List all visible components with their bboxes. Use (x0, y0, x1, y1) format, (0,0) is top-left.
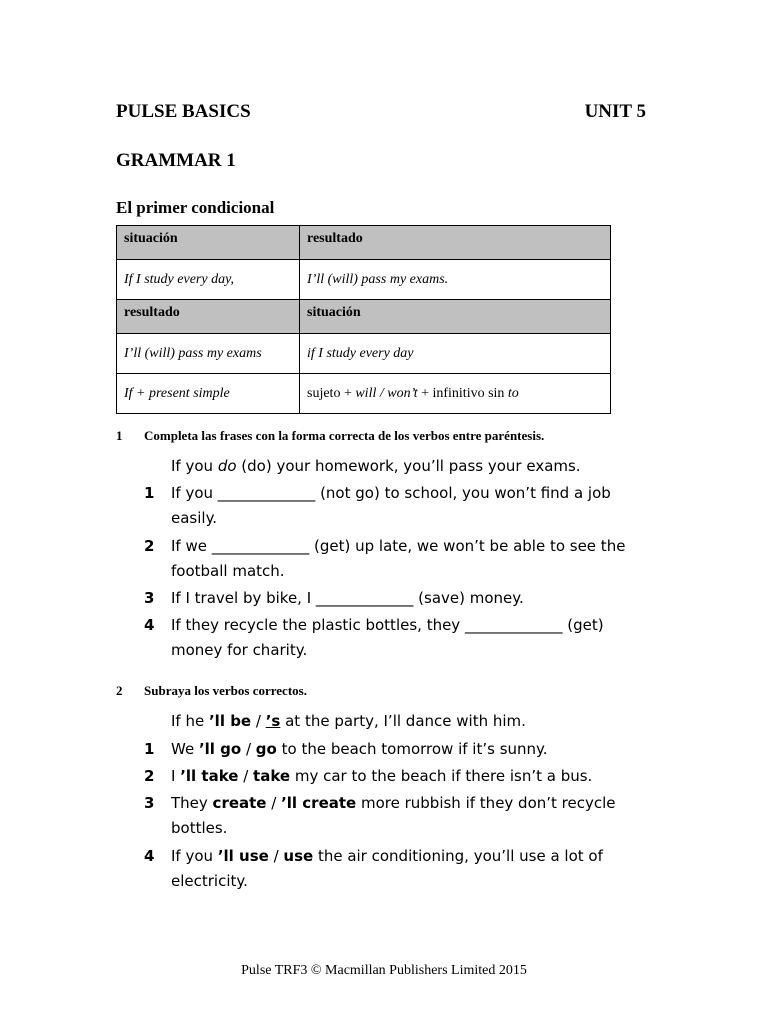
example-sentence (171, 709, 661, 734)
text-run: / (241, 740, 256, 758)
list-item (171, 481, 661, 531)
sentence-line: electricity. (171, 872, 248, 890)
item-number: 3 (144, 589, 155, 607)
instruction-text: Subraya los verbos correctos. (144, 683, 307, 698)
table-cell: If + present simple (117, 374, 300, 414)
verb-option: ’ll take (180, 767, 239, 785)
text-run: I (171, 767, 181, 785)
verb-option: take (253, 767, 291, 785)
table-cell: situación (117, 226, 300, 260)
sentence-line: If I travel by bike, I _____________ (save) money. (171, 589, 524, 607)
text-run: / (238, 767, 254, 785)
table-cell: I’ll (will) pass my exams. (300, 260, 611, 300)
list-item (171, 737, 661, 762)
list-item (171, 764, 661, 789)
text-run: / (251, 712, 266, 730)
topic-title: El primer condicional (116, 198, 275, 217)
sentence-line: If they recycle the plastic bottles, they _____________ (get) (171, 616, 604, 634)
book-title: PULSE BASICS (116, 101, 251, 122)
conditional-table (116, 225, 611, 414)
text-run: do (217, 457, 237, 475)
text-run: the air conditioning, you’ll use a lot of (313, 847, 603, 865)
text-run: ’ll be (208, 712, 252, 730)
list-item (171, 534, 661, 584)
verb-option: ’ll go (198, 740, 242, 758)
text-run: sujeto + (307, 385, 356, 401)
text-run: (do) your homework, you’ll pass your exams. (236, 457, 581, 475)
list-item (171, 613, 661, 663)
copyright-footer: Pulse TRF3 © Macmillan Publishers Limited 2015 (241, 963, 527, 978)
text-run: We (171, 740, 199, 758)
exercise-number: 2 (116, 683, 123, 698)
text-run: to (507, 385, 519, 401)
item-number: 2 (144, 767, 155, 785)
item-number: 3 (144, 794, 155, 812)
table-row (117, 300, 611, 334)
sentence-line: easily. (171, 509, 218, 527)
exercise-1-instruction (116, 428, 544, 444)
exercise-2-instruction (116, 683, 307, 699)
sentence-line (171, 844, 661, 869)
underlined-answer: ’s (265, 712, 281, 730)
instruction-text: Completa las frases con la forma correcta de los verbos entre paréntesis. (144, 428, 545, 443)
sentence-line (171, 791, 661, 816)
sentence-line: If you _____________ (not go) to school, you won’t find a job (171, 484, 611, 502)
section-title: GRAMMAR 1 (116, 150, 236, 171)
sentence-line: money for charity. (171, 641, 308, 659)
sentence-line: bottles. (171, 819, 228, 837)
verb-option: go (255, 740, 277, 758)
item-number: 2 (144, 537, 155, 555)
text-run: to the beach tomorrow if it’s sunny. (276, 740, 548, 758)
item-number: 1 (144, 484, 155, 502)
table-row (117, 334, 611, 374)
table-cell: if I study every day (300, 334, 611, 374)
text-run: If he (171, 712, 209, 730)
verb-option: ’ll use (217, 847, 269, 865)
example-sentence (171, 454, 661, 479)
verb-option: use (283, 847, 314, 865)
text-run: If you (171, 847, 218, 865)
list-item (171, 844, 661, 894)
list-item (171, 791, 661, 841)
text-run: my car to the beach if there isn’t a bus. (290, 767, 593, 785)
item-number: 1 (144, 740, 155, 758)
sentence-line: football match. (171, 562, 285, 580)
text-run: / (266, 794, 282, 812)
unit-label: UNIT 5 (584, 101, 646, 122)
sentence-line: If we _____________ (get) up late, we won’t be able to see the (171, 537, 626, 555)
table-row (117, 226, 611, 260)
text-run: + infinitivo sin (417, 385, 508, 401)
item-number: 4 (144, 616, 155, 634)
text-run: They (171, 794, 213, 812)
verb-option: ’ll create (281, 794, 357, 812)
exercise-number: 1 (116, 428, 123, 443)
table-cell (300, 374, 611, 414)
item-number: 4 (144, 847, 155, 865)
text-run: will / won’t (355, 385, 418, 401)
verb-option: create (212, 794, 267, 812)
table-cell: resultado (117, 300, 300, 334)
table-cell: I’ll (will) pass my exams (117, 334, 300, 374)
text-run: more rubbish if they don’t recycle (356, 794, 616, 812)
list-item (171, 586, 661, 611)
text-run: If you (171, 457, 218, 475)
table-row (117, 260, 611, 300)
table-cell: situación (300, 300, 611, 334)
table-cell: If I study every day, (117, 260, 300, 300)
table-cell: resultado (300, 226, 611, 260)
text-run: at the party, I’ll dance with him. (280, 712, 526, 730)
text-run: / (268, 847, 284, 865)
table-row (117, 374, 611, 414)
